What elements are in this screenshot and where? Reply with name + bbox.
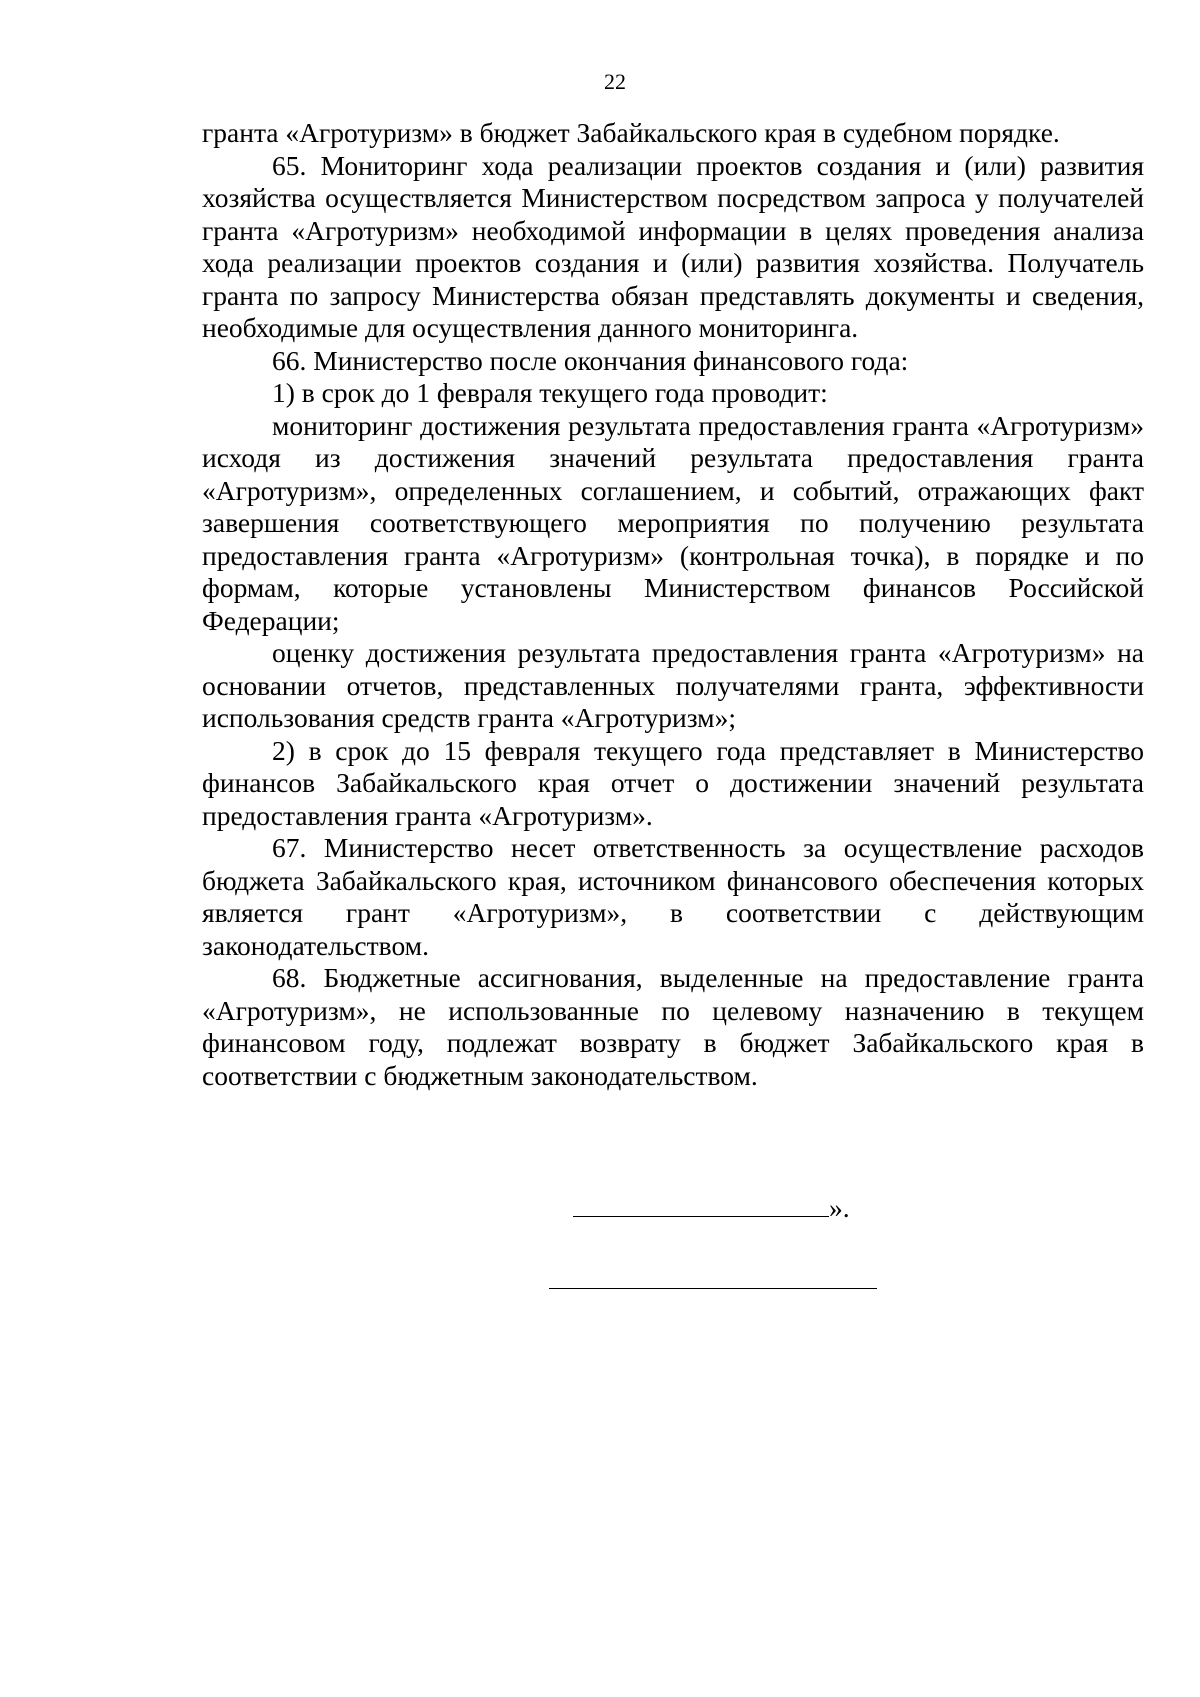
paragraph-66: 66. Министерство после окончания финансового года: — [272, 344, 909, 376]
paragraph-66-item-2: 2) в срок до 15 февраля текущего года представляет в Министерство финансов Забайкальского края отчет о достижении значений результата предоставления гранта «Агротуризм». — [202, 734, 1144, 831]
document-body — [202, 117, 1144, 1092]
paragraph-monitoring: мониторинг достижения результата предоставления гранта «Агротуризм» исходя из достижения значений результата предоставления гранта «Агротуризм», определенных соглашением, и событий, отражающих факт завершения соответствующего мероприятия по получению результата предоставления гранта «Агротуризм» (контрольная точка), в порядке и по формам, которые установлены Министерством финансов Российской Федерации; — [202, 409, 1144, 636]
paragraph: гранта «Агротуризм» в бюджет Забайкальского края в судебном порядке. — [202, 117, 1060, 148]
paragraph-66-item-1: 1) в срок до 1 февраля текущего года проводит: — [272, 377, 828, 408]
closing-quote-mark: ». — [829, 1192, 850, 1223]
closing-underline — [573, 1196, 829, 1217]
closing-line — [573, 1192, 850, 1224]
paragraph-evaluation: оценку достижения результата предоставления гранта «Агротуризм» на основании отчетов, представленных получателями гранта, эффективности использования средств гранта «Агротуризм»; — [202, 637, 1144, 733]
page-number: 22 — [604, 69, 626, 94]
paragraph-65: 65. Мониторинг хода реализации проектов создания и (или) развития хозяйства осуществляется Министерством посредством запроса у получателей гранта «Агротуризм» необходимой информации в целях проведения анализа хода реализации проектов создания и (или) развития хозяйства. Получатель гранта по запросу Министерства обязан представлять документы и сведения, необходимые для осуществления данного мониторинга. — [202, 149, 1144, 343]
paragraph-67: 67. Министерство несет ответственность за осуществление расходов бюджета Забайкальского края, источником финансового обеспечения которых является грант «Агротуризм», в соответствии с действующим законодательством. — [202, 832, 1144, 961]
paragraph-68: 68. Бюджетные ассигнования, выделенные на предоставление гранта «Агротуризм», не использованные по целевому назначению в текущем финансовом году, подлежат возврату в бюджет Забайкальского края в соответствии с бюджетным законодательством. — [202, 962, 1144, 1091]
end-separator-line — [549, 1288, 877, 1289]
